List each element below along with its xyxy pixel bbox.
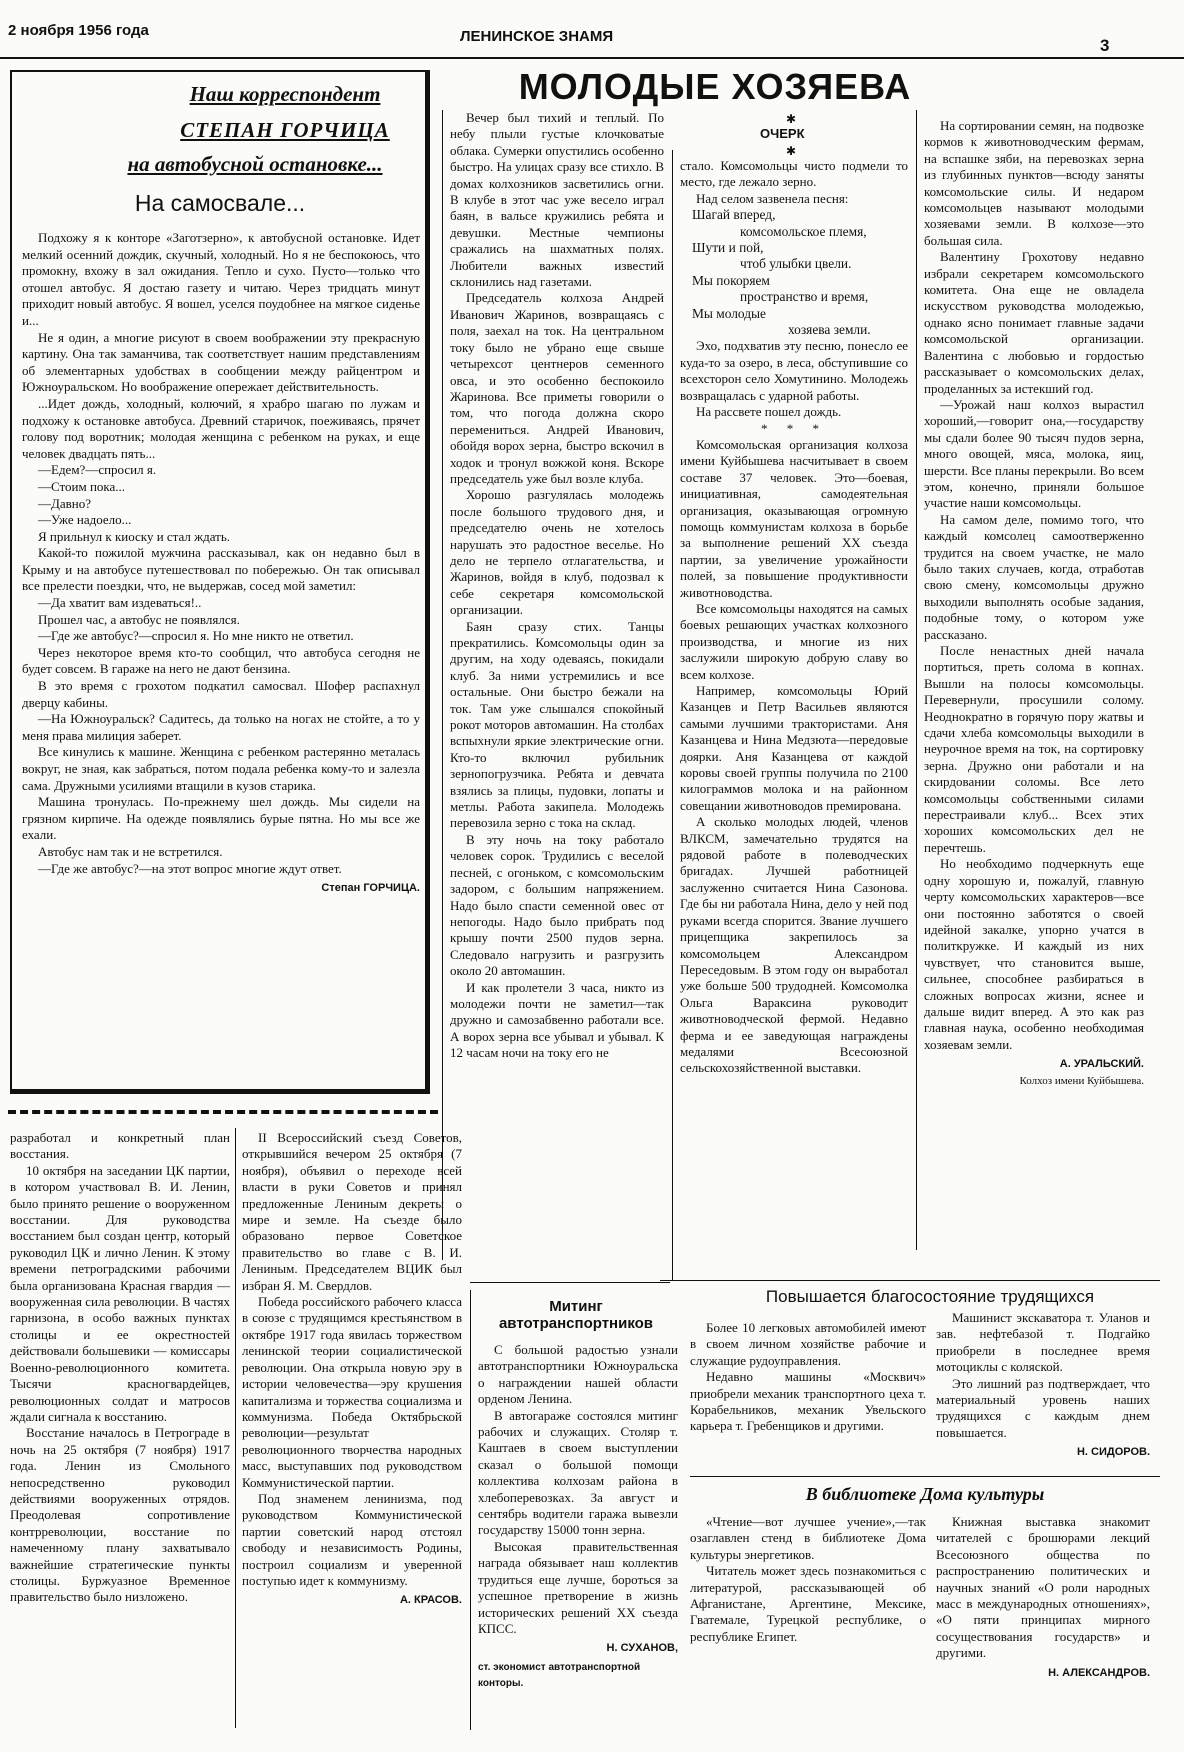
paragraph: Какой-то пожилой мужчина рассказывал, как он недавно был в Крыму и на автобусе путешествовал по побережью. Он так описывал все прелести поездки, что, не выдержав, сосед мой заметил: <box>22 545 420 594</box>
paragraph: После ненастных дней начала портиться, преть солома в копнах. Вышли на полосы комсомольцы. Перевернули, просушили солому. Неоднократно в горячую пору жатвы и сдачи хлеба комсомольцы выходили в неурочное время на ток, на сортировку зерна. Дружно они работали и на скирдовании соломы. Все лето комсомольцы собственными силами перестраивали клуб... Всех этих хороших комсомольских дел не перечтешь. <box>924 643 1144 855</box>
history-column-1 <box>10 1130 230 1606</box>
verse-line: Мы молодые <box>692 305 766 321</box>
column-rule <box>470 1290 471 1730</box>
paragraph: 10 октября на заседании ЦК партии, в котором участвовал В. И. Ленин, было принято решение о вооруженном восстании. Для руководства восстанием был создан центр, который руководил ЦК и лично Ленин. К этому времени петроградскими рабочими была организована Красная гвардия — вооруженная сила революции. В частях гарнизона, в особо важных пунктах столицы и ее окрестностей действовали большевики — комиссары Военно-революционного комитета. Тысячи красногвардейцев, революционных солдат и матросов ждали сигнала к восстанию. <box>10 1162 230 1424</box>
paragraph: Валентину Грохотову недавно избрали секретарем комсомольского комитета. Она еще не овладела искусством руководства молодежью, однако ясно понимает главные задачи комсомольской организации. Валентина с любовью и гордостью рассказывает о комсомольских делах, проделанных за истекший год. <box>924 249 1144 396</box>
paragraph: разработал и конкретный план восстания. <box>10 1130 230 1162</box>
paragraph: Через некоторое время кто-то сообщил, что автобуса сегодня не будет совсем. В гараже на него не дают бензина. <box>22 644 420 677</box>
paragraph: Более 10 легковых автомобилей имеют в своем личном хозяйстве рабочие и служащие рудоуправления. <box>690 1320 926 1368</box>
feuilleton-kicker-3: на автобусной остановке... <box>127 152 383 176</box>
paragraph: Все кинулись к машине. Женщина с ребенком растерянно металась вокруг, не зная, как забраться, потом подала ребенка кому-то и залезла сама. Дружными усилиями втащили в кузов старика. <box>22 744 420 793</box>
paragraph: —Давно? <box>38 495 92 511</box>
paragraph: —Стоим пока... <box>38 478 126 494</box>
paragraph: На рассвете пошел дождь. <box>696 404 842 420</box>
paragraph: стало. Комсомольцы чисто подмели то место, где лежало зерно. <box>680 158 908 190</box>
paragraph: Все комсомольцы находятся на самых боевых решающих участках колхозного производства, и многие из них заслужили широкую добрую славу во всем колхозе. <box>680 600 908 682</box>
essay-column-2 <box>680 158 908 1077</box>
paragraph: —Где же автобус?—на этот вопрос многие ждут ответ. <box>38 860 342 876</box>
meeting-position: ст. экономист автотранспортной конторы. <box>478 1661 641 1690</box>
feuilleton-title: На самосвале... <box>134 190 306 216</box>
paragraph: ...Идет дождь, холодный, колючий, я храбро шагаю по лужам и подхожу к остановке автобуса. Древний старичок, поеживаясь, прячет голову под воротник; молодая женщина с ребенком на руках, и еще человек двадцать пять... <box>22 395 420 461</box>
issue-date: 2 ноября 1956 года <box>8 22 149 39</box>
column-rule <box>672 150 673 1280</box>
verse-line: хозяева земли. <box>788 322 871 338</box>
feuilleton-signature: Степан ГОРЧИЦА. <box>321 882 420 895</box>
paragraph: Подхожу я к конторе «Заготзерно», к автобусной остановке. Идет мелкий осенний дождик, скучный, холодный. Но я не беспокоюсь, что промокну, вхожу в зал ожидания. Тепло и сухо. Пусто—только что отошел автобус. Я достаю газету и читаю. Через тридцать минут приходит новый автобус. Я вошел, уселся поудобнее на мягкое сиденье и... <box>22 230 420 328</box>
history-column-2 <box>242 1130 462 1609</box>
verse-line: чтоб улыбки цвели. <box>740 256 852 272</box>
section-rule <box>470 1282 670 1283</box>
paragraph: В это время с грохотом подкатил самосвал. Шофер распахнул дверцу кабины. <box>22 678 420 710</box>
paragraph: —Урожай наш колхоз вырастил хороший,—говорит она,—государству мы сдали более 90 тысяч пудов зерна, много овощей, мяса, молока, яиц, шерсти. Все планы перекрыли. Во всем этом, конечно, приняли большое участие наши комсомольцы. <box>924 396 1144 511</box>
flower-ornament-icon: ✱ <box>786 112 797 126</box>
paragraph: Например, комсомольцы Юрий Казанцев и Петр Васильев являются самыми лучшими трактористами. Аня Казанцева и Нина Медзюта—передовые доярки. Аня Казанцева от каждой коровы своей группы получила по 2100 килограммов молока и на районном совещании животноводов премирована. <box>680 683 908 813</box>
paragraph: —Уже надоело... <box>38 512 132 528</box>
column-rule <box>235 1128 236 1728</box>
section-rule <box>690 1476 1160 1477</box>
welfare-signature: Н. СИДОРОВ. <box>1076 1446 1150 1459</box>
history-signature: А. КРАСОВ. <box>399 1594 462 1607</box>
welfare-column-2 <box>936 1310 1150 1461</box>
song-verse <box>680 207 908 338</box>
paragraph: Председатель колхоза Андрей Иванович Жаринов, возвращаясь с поля, заехал на ток. На центральном току было не убрано еще свыше четырехсот центнеров семенного овса, и это особенно беспокоило Жаринова. Все приметы говорили о том, что погода должна скоро перемениться. Андрей Иванович, обойдя ворох зерна, быстро вскочил в ходок и тронул вожжой коня. Вскоре председатель уже был возле клуба. <box>450 290 664 486</box>
essay-column-3 <box>924 118 1144 1089</box>
section-rule <box>660 1280 1160 1281</box>
library-column-2 <box>936 1514 1150 1681</box>
verse-line: Шагай вперед, <box>692 207 776 223</box>
paragraph: —Едем?—спросил я. <box>38 462 157 478</box>
meeting-signature: Н. СУХАНОВ, <box>606 1642 678 1655</box>
paragraph: Под знаменем ленинизма, под руководством Коммунистической партии советский народ отстоял свободу и независимость Родины, построил социализм и уверенной поступью идет к коммунизму. <box>242 1490 462 1588</box>
paragraph: —На Южноуральск? Садитесь, да только на ногах не стойте, а то у меня права милиция заберет. <box>22 711 420 743</box>
column-rule <box>916 110 917 1250</box>
library-column-1 <box>690 1514 926 1645</box>
feuilleton-body <box>22 230 420 897</box>
library-title: В библиотеке Дома культуры <box>805 1484 1045 1504</box>
paragraph: С большой радостью узнали автотранспортники Южноуральска о награждении нашей области орденом Ленина. <box>478 1342 678 1407</box>
paragraph: —Где же автобус?—спросил я. Но мне никто не ответил. <box>38 628 354 644</box>
paragraph: В автогараже состоялся митинг рабочих и служащих. Столяр т. Каштаев в своем выступлении сказал о большой помощи коллектива колхозам района в хлебоперевозках. За август и сентябрь водители гаража вывезли государству 15000 тонн зерна. <box>478 1407 678 1538</box>
meeting-title-line: автотранспортников <box>498 1315 654 1332</box>
paragraph: Над селом зазвенела песня: <box>696 190 849 206</box>
meeting-title-line: Митинг <box>549 1298 603 1315</box>
paragraph: В эту ночь на току работало человек сорок. Трудились с веселой песней, с огоньком, с комсомольским задором, с большим напряжением. Надо было спасти семенной овес от непогоды. Надо было прибрать под крышу почти 2500 пудов зерна. Следовало нагрузить и разгрузить около 20 автомашин. <box>450 831 664 979</box>
meeting-title <box>478 1298 674 1332</box>
paragraph: Комсомольская организация колхоза имени Куйбышева насчитывает в своем составе 37 человек. Это—боевая, инициативная, самодеятельная организация, оказывающая огромную помощь коммунистам колхоза в борьбе за выполнение решений XX съезда партии, за увеличение урожайности полей, за повышение продуктивности животноводства. <box>680 436 908 600</box>
welfare-column-1 <box>690 1320 926 1435</box>
paragraph: Хорошо разгулялась молодежь после большого трудового дня, и председателю очень не хотелось нарушать это радостное веселье. Но дело не терпело отлагательства, и Жаринов, войдя в клуб, подозвал к себе секретаря комсомольской организации. <box>450 487 664 618</box>
verse-line: пространство и время, <box>740 289 869 305</box>
library-signature: Н. АЛЕКСАНДРОВ. <box>1048 1666 1150 1679</box>
paragraph: И как пролетели 3 часа, никто из молодежи почти не заметил—так дружно и самозабвенно работали все. А ворох зерна все убывал и убывал. К 12 часам ночи на току его не <box>450 979 664 1061</box>
paragraph: Автобус нам так и не встретился. <box>38 843 223 859</box>
paragraph: «Чтение—вот лучшее учение»,—так озаглавлен стенд в библиотеке Дома культуры энергетиков. <box>690 1514 926 1562</box>
feuilleton-kicker-2: СТЕПАН ГОРЧИЦА <box>180 118 390 142</box>
paragraph: Восстание началось в Петрограде в ночь на 25 октября (7 ноября) 1917 года. Ленин из Смольного непосредственно руководил действиями вооруженных отрядов. Преодолевая сопротивление контрреволюции, восстание по намеченному плану захватывало важнейшие стратегические пункты столицы. Буржуазное Временное правительство было низложено. <box>10 1425 230 1605</box>
paragraph: Это лишний раз подтверждает, что материальный уровень наших трудящихся с каждым днем повышается. <box>936 1375 1150 1440</box>
essay-column-1 <box>450 110 664 1062</box>
paragraph: Победа российского рабочего класса в союзе с трудящимся крестьянством в октябре 1917 года явилась торжеством ленинской теории социалистической революции. Она открыла новую эру в истории человечества—эру крушения капитализма и торжества социализма и коммунизма. Победа Октябрьской революции—результат революционного творчества народных масс, выступавших под руководством Коммунистической партии. <box>242 1294 462 1490</box>
paragraph: На сортировании семян, на подвозке кормов к животноводческим фермам, на вспашке зяби, на перевозках зерна из глубинных пунктов—всюду заняты комсомольские силы. И недаром комсомольцев называют молодыми хозяевами земли. В колхозе—это большая сила. <box>924 118 1144 248</box>
paragraph: Читатель может здесь познакомиться с литературой, рассказывающей об Афганистане, Аргентине, Мексике, Гватемале, Турецкой республике, о республике Египет. <box>690 1563 926 1644</box>
essay-rubric: ОЧЕРК <box>760 126 805 141</box>
paragraph: Не я один, а многие рисуют в своем воображении эту прекрасную картину. Она так заманчива, так соответствует нашим представлениям об элементарных удобствах в сообщении между райцентром и Южноуральском. Но воображение опережает действительность. <box>22 329 420 395</box>
verse-line: Мы покоряем <box>692 272 770 288</box>
header-rule <box>0 57 1184 59</box>
paragraph: II Всероссийский съезд Советов, открывшийся вечером 25 октября (7 ноября), объявил о переходе всей власти в руки Советов и принял предложенные Лениным декреты о мире и земле. На съезде было образовано первое Советское правительство во главе с В. И. Лениным. Председателем ВЦИК был избран Я. М. Свердлов. <box>242 1130 462 1293</box>
essay-signature: А. УРАЛЬСКИЙ. <box>1059 1058 1144 1071</box>
paragraph: Прошел час, а автобус не появлялся. <box>38 611 240 627</box>
paragraph: Машинист экскаватора т. Уланов и зав. нефтебазой т. Подгайко приобрели в последнее время мотоциклы с коляской. <box>936 1310 1150 1375</box>
paragraph: Высокая правительственная награда обязывает наш коллектив трудиться еще лучше, бороться за успешное претворение в жизнь исторических решений XX съезда КПСС. <box>478 1538 678 1636</box>
paragraph: Машина тронулась. По-прежнему шел дождь. Мы сидели на грязном кирпиче. На одежде появлялись бурые пятна. Но мы все же ехали. <box>22 794 420 843</box>
newspaper-name: ЛЕНИНСКОЕ ЗНАМЯ <box>460 28 614 45</box>
verse-line: Шути и пой, <box>692 240 764 256</box>
page-number: 3 <box>1100 36 1110 55</box>
welfare-title: Повышается благосостояние трудящихся <box>765 1287 1095 1306</box>
verse-line: комсомольское племя, <box>740 223 867 239</box>
paragraph: На самом деле, помимо того, что каждый комсолец самоотверженно трудится на своем участке, не мало было таких случаев, когда, отработав свою смену, комсомольцы дружно выходили выполнять особые задания, подобные тому, о котором уже рассказано. <box>924 511 1144 642</box>
paragraph: Но необходимо подчеркнуть еще одну хорошую и, пожалуй, главную черту комсомольских характеров—все они постоянно заботятся о своей идейной закалке, упорно учатся в политкружке. И каждый из них чувствует, что становится выше, сильнее, способнее разбираться в сложных вопросах жизни, яснее и дальше видит вперед. А это как раз главная наука, особенно необходимая хозяевам земли. <box>924 856 1144 1052</box>
paragraph: Баян сразу стих. Танцы прекратились. Комсомольцы один за другим, на ходу одеваясь, покидали клуб. За ними устремились и все остальные. Они быстро бежали на ток. Там уже слышался спокойный рокот моторов автомашин. На столбах вспыхнули яркие электрические огни. Кто-то включил рубильник зернопогрузчика. Ребята и девчата взялись за плицы, пудовки, лопаты и метлы. Работа закипела. Молодежь перевозила зерно с тока на склад. <box>450 618 664 831</box>
meeting-body <box>478 1342 678 1693</box>
paragraph: А сколько молодых людей, членов ВЛКСМ, замечательно трудятся на рядовой работе в полеводческих бригадах. Лучшей работницей заслуженно считается Нина Сазонова. Где бы ни работала Нина, дело у ней под руками всегда спорится. Звание лучшего прицепщика закрепилось за комсомольцем Александром Переседовым. В этом году он выработал уже больше 500 трудодней. Комсомолка Ольга Вараксина руководит животноводческой фермой. Недавно ферма и ее заведующая награждены медалями Всесоюзной сельскохозяйственной выставки. <box>680 814 908 1076</box>
paragraph: —Да хватит вам издеваться!.. <box>38 595 202 611</box>
essay-farm-name: Колхоз имени Куйбышева. <box>1019 1074 1144 1087</box>
feuilleton-kicker-1: Наш корреспондент <box>189 82 381 106</box>
paragraph: Книжная выставка знакомит читателей с брошюрами лекций Всесоюзного общества по распространению политических и научных знаний «О роли народных масс в международных отношениях», «О пяти принципах мирного сосуществования государств» и другими. <box>936 1514 1150 1661</box>
paragraph: Вечер был тихий и теплый. По небу плыли густые клочковатые облака. Сумерки опустились особенно быстро. На улицах сразу все стихло. В домах колхозников засветились огни. В клубе в этот час уже весело играл баян, в вальсе кружились ребята и девушки. Местные чемпионы сражались на шахматных полях. Любители важных известий склонились над газетами. <box>450 110 664 290</box>
paragraph: Недавно машины «Москвич» приобрели механик транспортного цеха т. Корабельников, механик Увельского карьера т. Гребенщиков и другими. <box>690 1369 926 1434</box>
paragraph: Я прильнул к киоску и стал ждать. <box>38 528 231 544</box>
column-rule <box>442 110 443 1260</box>
paragraph: Эхо, подхватив эту песню, понесло ее куда-то за озеро, в леса, обступившие со всехсторон село Хомутинино. Молодежь возвращалась с ударной работы. <box>680 338 908 403</box>
essay-title: МОЛОДЫЕ ХОЗЯЕВА <box>518 66 912 107</box>
flower-ornament-icon: ✱ <box>786 144 797 158</box>
section-separator <box>8 1110 438 1114</box>
section-stars: * * * <box>761 420 827 436</box>
